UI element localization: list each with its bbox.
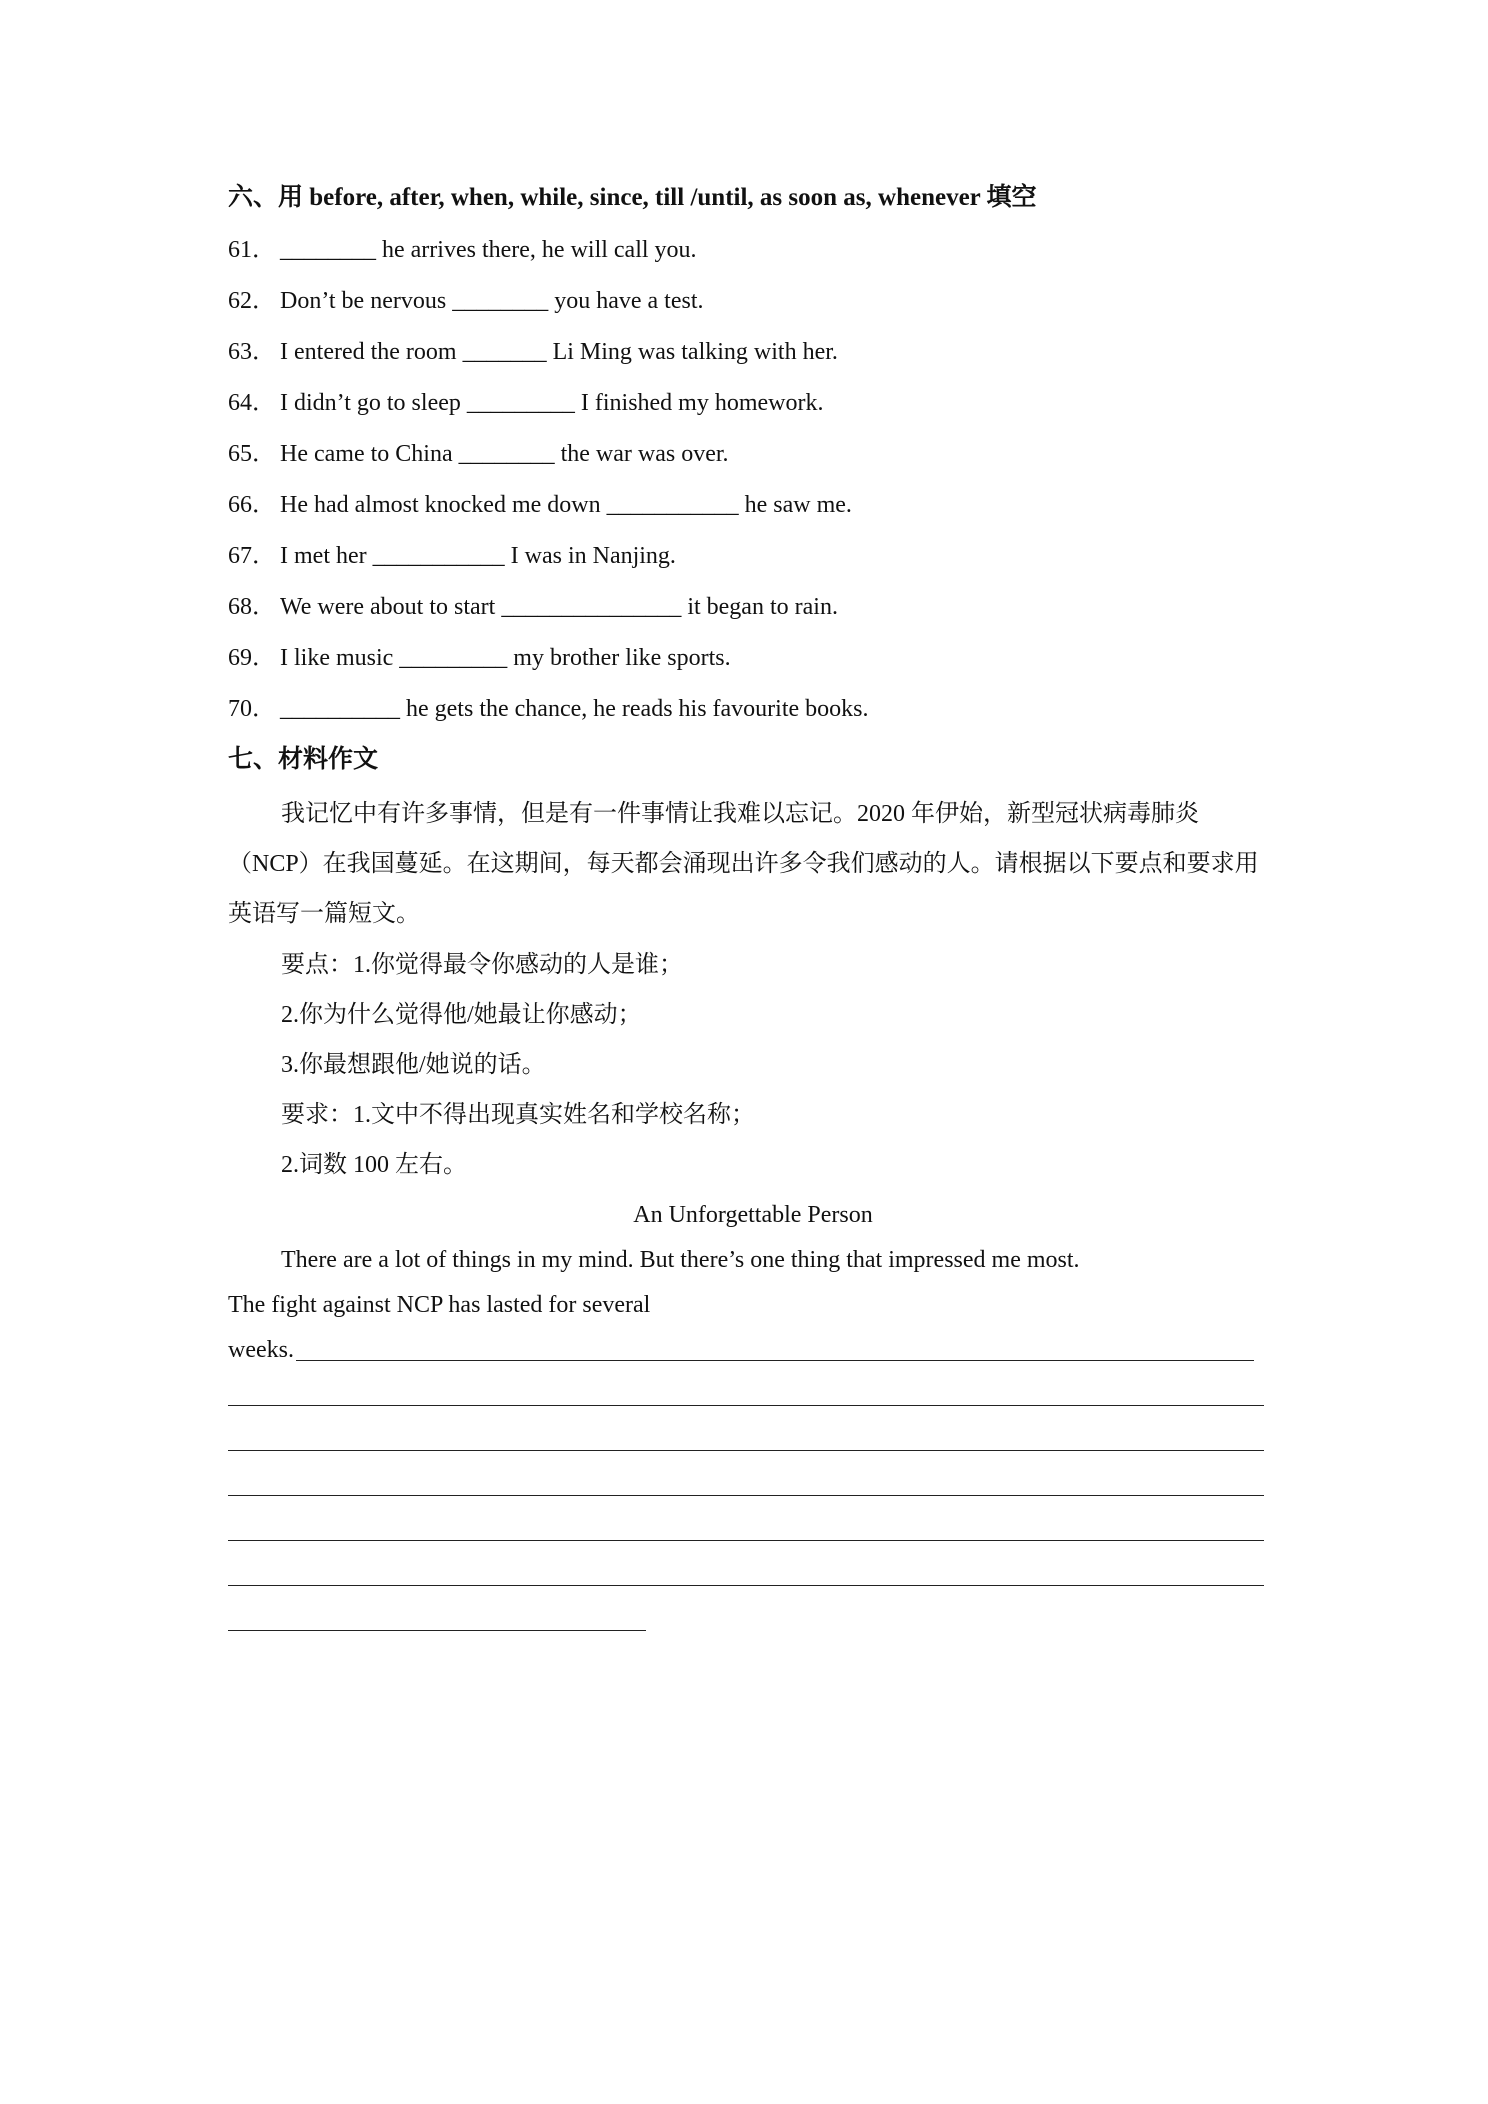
question-number: 63． — [228, 339, 276, 365]
question-text: __________ he gets the chance, he reads his favourite books. — [280, 696, 869, 722]
question-text: I like music _________ my brother like sports. — [280, 645, 731, 671]
answer-line — [228, 1495, 1264, 1496]
answer-line — [228, 1585, 1264, 1586]
question-67 — [228, 540, 676, 572]
question-number: 67． — [228, 543, 276, 569]
question-text: I entered the room _______ Li Ming was talking with her. — [280, 339, 838, 365]
writing-point-3: 3.你最想跟他/她说的话。 — [281, 1052, 546, 1078]
section7-heading: 七、材料作文 — [228, 746, 379, 773]
question-64 — [228, 387, 824, 419]
question-70 — [228, 693, 869, 725]
question-63 — [228, 336, 838, 368]
answer-line — [296, 1360, 1254, 1361]
question-number: 69． — [228, 645, 276, 671]
section6-heading: 六、用 before, after, when, while, since, till /until, as soon as, whenever 填空 — [228, 184, 1037, 211]
writing-prompt-paragraph: 我记忆中有许多事情，但是有一件事情让我难以忘记。2020 年伊始，新型冠状病毒肺炎（NCP）在我国蔓延。在这期间，每天都会涌现出许多令我们感动的人。请根据以下要点和要求用英语写一篇短文。 — [228, 801, 1259, 927]
answer-line — [228, 1630, 646, 1631]
question-62 — [228, 285, 703, 317]
question-text: We were about to start _______________ it began to rain. — [280, 594, 838, 620]
question-number: 61． — [228, 237, 276, 263]
question-number: 64． — [228, 390, 276, 416]
essay-title: An Unforgettable Person — [633, 1202, 873, 1228]
writing-point-2: 2.你为什么觉得他/她最让你感动； — [281, 1002, 642, 1028]
question-68 — [228, 591, 838, 623]
answer-line — [228, 1405, 1264, 1406]
question-69 — [228, 642, 731, 674]
question-66 — [228, 489, 852, 521]
question-text: He had almost knocked me down ___________ he saw me. — [280, 492, 852, 518]
writing-requirement-2: 2.词数 100 左右。 — [281, 1152, 467, 1178]
question-number: 66． — [228, 492, 276, 518]
question-61 — [228, 234, 697, 266]
question-text: Don’t be nervous ________ you have a test. — [280, 288, 704, 314]
question-text: I met her ___________ I was in Nanjing. — [280, 543, 676, 569]
question-number: 70． — [228, 696, 276, 722]
essay-line-3: weeks. — [228, 1337, 294, 1363]
question-number: 62． — [228, 288, 276, 314]
question-text: I didn’t go to sleep _________ I finished my homework. — [280, 390, 824, 416]
essay-line-2: The fight against NCP has lasted for several — [228, 1292, 651, 1318]
question-text: He came to China ________ the war was over. — [280, 441, 729, 467]
question-number: 68． — [228, 594, 276, 620]
essay-line-1: There are a lot of things in my mind. But there’s one thing that impressed me most. — [281, 1247, 1080, 1273]
writing-point-1: 要点：1.你觉得最令你感动的人是谁； — [281, 952, 683, 978]
writing-requirement-1: 要求：1.文中不得出现真实姓名和学校名称； — [281, 1102, 755, 1128]
question-text: ________ he arrives there, he will call you. — [280, 237, 697, 263]
answer-line — [228, 1540, 1264, 1541]
question-65 — [228, 438, 729, 470]
answer-line — [228, 1450, 1264, 1451]
question-number: 65． — [228, 441, 276, 467]
